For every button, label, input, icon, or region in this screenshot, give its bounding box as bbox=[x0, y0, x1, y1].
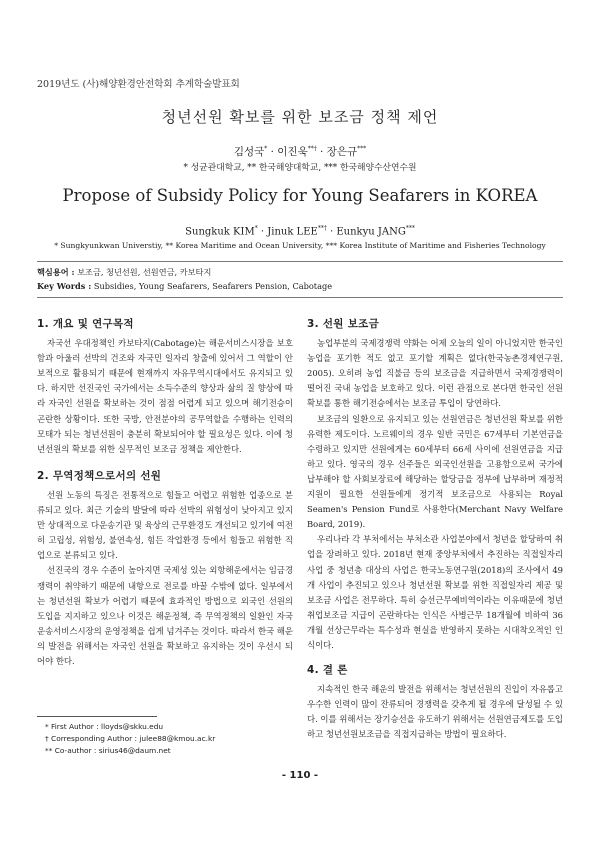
affiliation-korean: * 성균관대학교, ** 한국해양대학교, *** 한국해양수산연수원 bbox=[183, 163, 417, 173]
paragraph: 보조금의 일환으로 유지되고 있는 선원연금은 청년선원 확보를 위한 유력한 제도이다. 노르웨이의 경우 일반 국민은 67세부터 기본연금을 수령하고 있지만 선원에게는 60세부터 66세 사이에 선원연금을 지급하고 있다. 영국의 경우 선주들은 외국인선원을 고용함으로써 국가에 납부해야 할 사회보장료에 해당하는 할당금을 정부에 납부하며 재정적 지원이 필요한 선원들에게 정기적 보조금으로 사용되는 Royal Seamen's Pension Fund로 사용한다(Merchant Navy Welfare Board, 2019). bbox=[307, 413, 563, 530]
title-english: Propose of Subsidy Policy for Young Seafarers in KOREA bbox=[62, 186, 538, 205]
authors-english bbox=[0, 225, 600, 237]
author-sep: · bbox=[326, 226, 337, 238]
paragraph: 선진국의 경우 수준이 높아지면 국제성 있는 외항해운에서는 임금경쟁력이 취약하기 때문에 내항으로 전로를 바꿀 수밖에 없다. 일부에서는 청년선원 확보가 어렵기 때문에 효과적인 방법으로 외국인 선원의 도입을 지지하고 있으나 이것은 해운정책, 즉 무역정책의 일환인 자국 운송서비스시장의 운영정책을 쉽게 넘겨주는 것이다. 따라서 한국 해운의 발전을 위해서는 자국인 선원을 확보하고 유지하는 것이 우선시 되어야 한다. bbox=[37, 565, 293, 666]
section-heading: 3. 선원 보조금 bbox=[307, 318, 380, 330]
paragraph: 지속적인 한국 해운의 발전을 위해서는 청년선원의 진입이 자유롭고 우수한 인력이 많이 잔류되어 경쟁력을 갖추게 될 경우에 달성될 수 있다. 이를 위해서는 장기승선을 유도하기 위해서는 선원연금제도를 도입하고 청년선원보조금을 직접지급하는 방법이 필요하다. bbox=[307, 684, 563, 740]
right-column bbox=[307, 317, 563, 743]
divider bbox=[37, 261, 563, 262]
author-1-mark: * bbox=[264, 145, 268, 153]
paragraph: 선원 노동의 특징은 전통적으로 힘들고 어렵고 위험한 업종으로 분류되고 있다. 최근 기술의 발달에 따라 선박의 위험성이 낮아지고 있지만 상대적으로 다운송기관 및 육상의 근무환경도 개선되고 있기에 여전히 고립성, 위험성, 불연속성, 힘든 작업환경 등에서 힘들고 위험한 직업으로 분류되고 있다. bbox=[37, 489, 293, 561]
footnote-co-author: ** Co-author : sirius46@daum.net bbox=[45, 746, 171, 755]
author-3-en: Eunkyu JANG bbox=[336, 226, 406, 238]
author-2: 이진욱 bbox=[277, 146, 308, 158]
author-1-en-mark: * bbox=[254, 225, 258, 232]
author-sep: · bbox=[257, 226, 268, 238]
section-heading: 2. 무역정책으로서의 선원 bbox=[37, 469, 162, 482]
author-2-en-mark: **† bbox=[317, 225, 327, 232]
keywords-text: Subsidies, Young Seafarers, Seafarers Pension, Cabotage bbox=[93, 281, 333, 291]
author-1-en: Sungkuk KIM bbox=[185, 226, 255, 238]
author-3: 장은규 bbox=[326, 146, 358, 158]
author-3-en-mark: *** bbox=[405, 225, 415, 232]
keywords-korean bbox=[37, 267, 211, 278]
author-3-mark: *** bbox=[357, 145, 367, 153]
author-2-en: Jinuk LEE bbox=[267, 226, 318, 238]
keywords-text: 보조금, 청년선원, 선원연금, 카보타지 bbox=[77, 267, 212, 277]
footnote-corresponding-author: † Corresponding Author : julee88@kmou.ac.kr bbox=[45, 734, 216, 743]
keywords-label: Key Words : bbox=[37, 281, 92, 291]
author-sep: · bbox=[267, 146, 278, 158]
author-sep: · bbox=[316, 146, 327, 158]
keywords-english bbox=[37, 281, 332, 291]
section-heading: 1. 개요 및 연구목적 bbox=[37, 318, 134, 330]
left-column bbox=[37, 317, 293, 669]
keywords-label: 핵심용어 : bbox=[37, 267, 75, 277]
page-number: - 110 - bbox=[281, 770, 319, 781]
divider bbox=[37, 297, 563, 298]
affiliation-english: * Sungkyunkwan Universtiy, ** Korea Maritime and Ocean University, *** Korea Institute of Maritime and Fisheries Technology bbox=[54, 241, 546, 250]
title-korean: 청년선원 확보를 위한 보조금 정책 제언 bbox=[161, 108, 439, 126]
footnote-first-author: * First Author : lloyds@skku.edu bbox=[45, 722, 164, 731]
section-heading: 4. 결 론 bbox=[307, 664, 348, 677]
paragraph: 자국선 우대정책인 카보타지(Cabotage)는 해운서비스시장을 보호함과 아울러 선박의 건조와 자국민 일자리 창출에 있어서 그 역할이 안보적으로 활용되기 때문에 현재까지 자유무역시대에서도 유지되고 있다. 하지만 선진국인 국가에서는 소득수준의 향상과 삶의 질 향상에 따라 자국인 선원을 확보하는 것이 점점 어렵게 되고 있으며 해기전승이 곤란한 상황이다. 또한 국방, 안전분야의 공무역할을 수행하는 인력의 모태가 되는 청년선원이 충분히 확보되어야 할 필요성은 있다. 이에 청년선원의 확보를 위한 실무적인 보조금 정책을 제안한다. bbox=[37, 338, 293, 454]
author-1: 김성국 bbox=[233, 146, 265, 158]
authors-korean bbox=[0, 144, 600, 159]
paragraph: 농업부분의 국제경쟁력 약화는 어제 오늘의 일이 아니었지만 한국인 농업을 포기한 적도 없고 포기할 계획은 없다(한국농촌경제연구원, 2005). 오히려 농업 직불금 등의 보조금을 지급하면서 국제경쟁력이 떨어진 국내 농업을 보호하고 있다. 이런 관점으로 본다면 한국인 선원확보를 통한 해기전승에서는 보조금 투입이 당연하다. bbox=[307, 338, 563, 409]
conference-header: 2019년도 (사)해양환경안전학회 추계학술발표회 bbox=[37, 79, 240, 90]
author-2-mark: **† bbox=[307, 145, 317, 153]
footnote-rule bbox=[37, 716, 157, 717]
paragraph: 우리나라 각 부처에서는 부처소관 사업분야에서 청년을 할당하여 취업을 장려하고 있다. 2018년 현재 중앙부처에서 추진하는 직접일자리사업 중 청년층 대상의 사업은 한국노동연구원(2018)의 조사에서 49개 사업이 추진되고 있으나 청년선원 확보를 위한 직접일자리 제공 및 보조금 사업은 전무하다. 특히 승선근무예비역이라는 이유때문에 청년취업보조금 지급이 곤란하다는 인식은 사병근무 18개월에 비하여 36개월 선상근무라는 특수성과 현실을 반영하지 못하는 시대착오적인 인식이다. bbox=[307, 534, 563, 650]
